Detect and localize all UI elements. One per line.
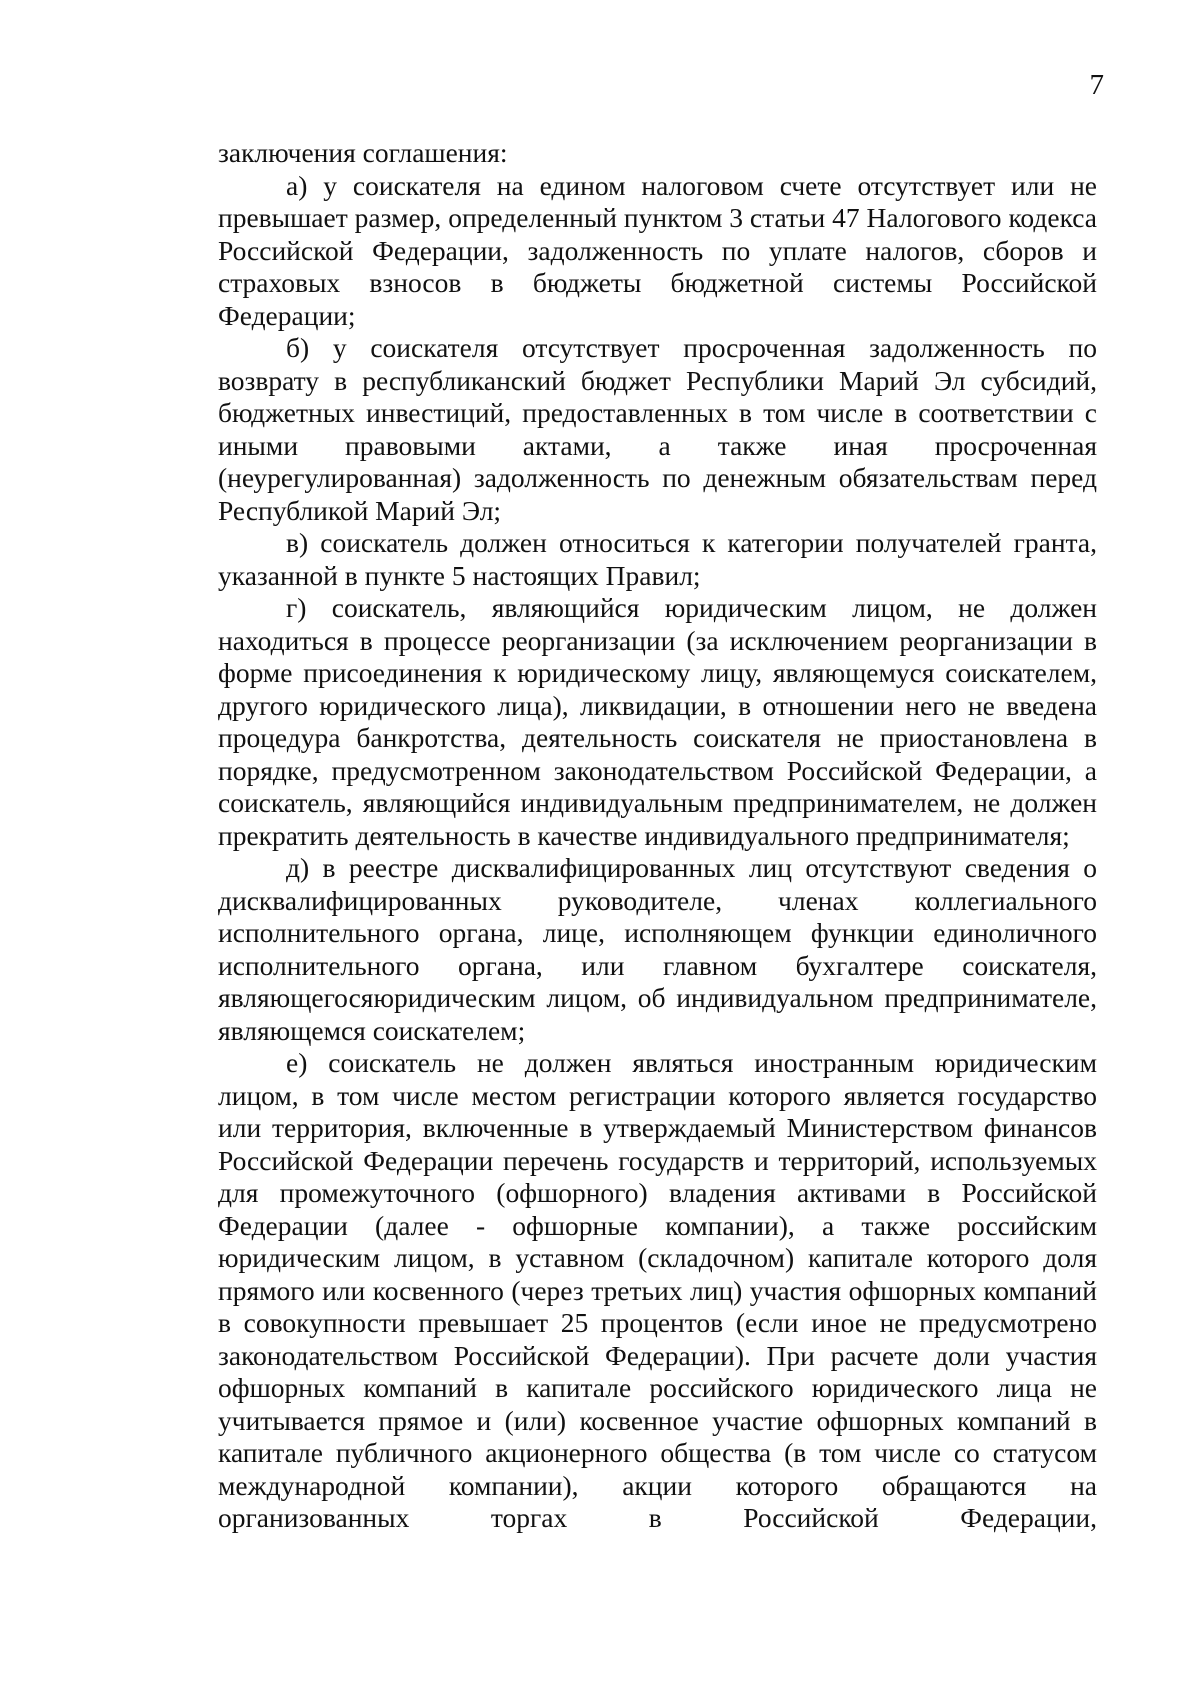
paragraph-e: е) соискатель не должен являться иностранным юридическим лицом, в том числе местом регистрации которого является государство или территория, включенные в утверждаемый Министерством финансов Российской Федерации перечень государств и территорий, используемых для промежуточного (офшорного) владения активами в Российской Федерации (далее - офшорные компании), а также российским юридическим лицом, в уставном (складочном) капитале которого доля прямого или косвенного (через третьих лиц) участия офшорных компаний в совокупности превышает 25 процентов (если иное не предусмотрено законодательством Российской Федерации). При расчете доли участия офшорных компаний в капитале российского юридического лица не учитывается прямое и (или) косвенное участие офшорных компаний в капитале публичного акционерного общества (в том числе со статусом международной компании), акции которого обращаются на организованных торгах в Российской Федерации,	[218, 1047, 1097, 1533]
lead-line: заключения соглашения:	[218, 137, 508, 168]
paragraph-g: г) соискатель, являющийся юридическим лицом, не должен находиться в процессе реорганизации (за исключением реорганизации в форме присоединения к юридическому лицу, являющемуся соискателем, другого юридического лица), ликвидации, в отношении него не введена процедура банкротства, деятельность соискателя не приостановлена в порядке, предусмотренном законодательством Российской Федерации, а соискатель, являющийся индивидуальным предпринимателем, не должен прекратить деятельность в качестве индивидуального предпринимателя;	[218, 592, 1097, 851]
page-number: 7	[1089, 69, 1104, 101]
paragraph-d: д) в реестре дисквалифицированных лиц отсутствуют сведения о дисквалифицированных руководителе, членах коллегиального исполнительного органа, лице, исполняющем функции единоличного исполнительного органа, или главном бухгалтере соискателя, являющегосяюридическим лицом, об индивидуальном предпринимателе, являющемся соискателем;	[218, 852, 1097, 1046]
paragraph-a: а) у соискателя на едином налоговом счете отсутствует или не превышает размер, определенный пунктом 3 статьи 47 Налогового кодекса Российской Федерации, задолженность по уплате налогов, сборов и страховых взносов в бюджеты бюджетной системы Российской Федерации;	[218, 169, 1097, 331]
document-body	[218, 137, 1097, 1535]
paragraph-v: в) соискатель должен относиться к категории получателей гранта, указанной в пункте 5 настоящих Правил;	[218, 527, 1097, 591]
paragraph-b: б) у соискателя отсутствует просроченная задолженность по возврату в республиканский бюджет Республики Марий Эл субсидий, бюджетных инвестиций, предоставленных в том числе в соответствии с иными правовыми актами, а также иная просроченная (неурегулированная) задолженность по денежным обязательствам перед Республикой Марий Эл;	[218, 332, 1097, 526]
